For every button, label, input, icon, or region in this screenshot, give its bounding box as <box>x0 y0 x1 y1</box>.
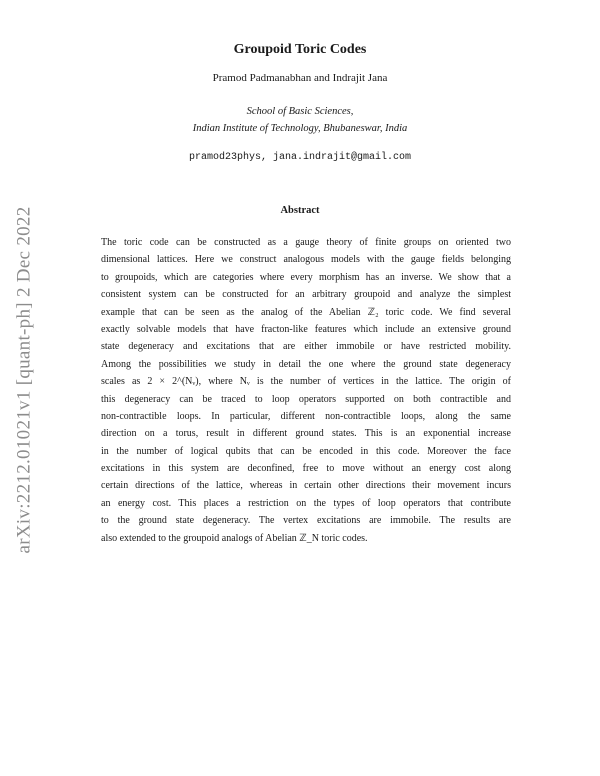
abstract-line: an energy cost. This places a restriction on the types of loop operators that contribute <box>101 497 511 509</box>
abstract-line: non-contractible loops. In particular, different non-contractible loops, along the same <box>101 410 511 422</box>
abstract-heading: Abstract <box>280 205 320 216</box>
paper-title: Groupoid Toric Codes <box>233 42 367 57</box>
abstract-line: Among the possibilities we study in detail the one where the ground state degeneracy <box>101 358 511 370</box>
arxiv-identifier-text: arXiv:2212.01021v1 [quant-ph] 2 Dec 2022 <box>14 206 36 554</box>
abstract-body <box>101 234 511 547</box>
abstract-line: to groupoids, which are categories where every morphism has an inverse. We show that a <box>101 271 511 283</box>
abstract-line: in the number of logical qubits that can be encoded in this code. Moreover the face <box>101 445 511 457</box>
abstract-line: dimensional lattices. Here we construct analogous models with the gauge fields belonging <box>101 254 511 266</box>
arxiv-identifier-stamp <box>8 200 42 560</box>
abstract-line: certain directions of the lattice, whereas in certain other directions their movement incurs <box>101 480 511 492</box>
abstract-line: to the ground state degeneracy. The vertex excitations are immobile. The results are <box>101 515 511 527</box>
abstract-line: scales as 2 × 2^(Nᵥ), where Nᵥ is the number of vertices in the lattice. The origin of <box>101 376 511 388</box>
abstract-line: The toric code can be constructed as a gauge theory of finite groups on oriented two <box>101 237 511 248</box>
abstract-line: this degeneracy can be traced to loop operators supported on both contractible and <box>101 393 511 405</box>
affiliation-line-2: Indian Institute of Technology, Bhubaneswar, India <box>192 123 408 134</box>
author-list: Pramod Padmanabhan and Indrajit Jana <box>212 72 388 84</box>
affiliation-line-1: School of Basic Sciences, <box>246 106 354 117</box>
abstract-line: exactly solvable models that have fracton-like features which include an extensive ground <box>101 323 511 335</box>
abstract-line: example that can be seen as the analog of the Abelian ℤ₂ toric code. We find several <box>101 306 511 318</box>
abstract-line: consistent system can be constructed for an arbitrary groupoid and analyze the simplest <box>101 289 511 301</box>
author-emails: pramod23phys, jana.indrajit@gmail.com <box>188 152 412 163</box>
abstract-line: excitations in this system are deconfined, free to move without an energy cost along <box>101 463 511 475</box>
abstract-line: state degeneracy and excitations that are either immobile or have restricted mobility. <box>101 341 511 353</box>
abstract-line: direction on a torus, result in different ground states. This is an exponential increase <box>101 428 511 440</box>
abstract-line: also extended to the groupoid analogs of Abelian ℤ_N toric codes. <box>101 532 368 544</box>
